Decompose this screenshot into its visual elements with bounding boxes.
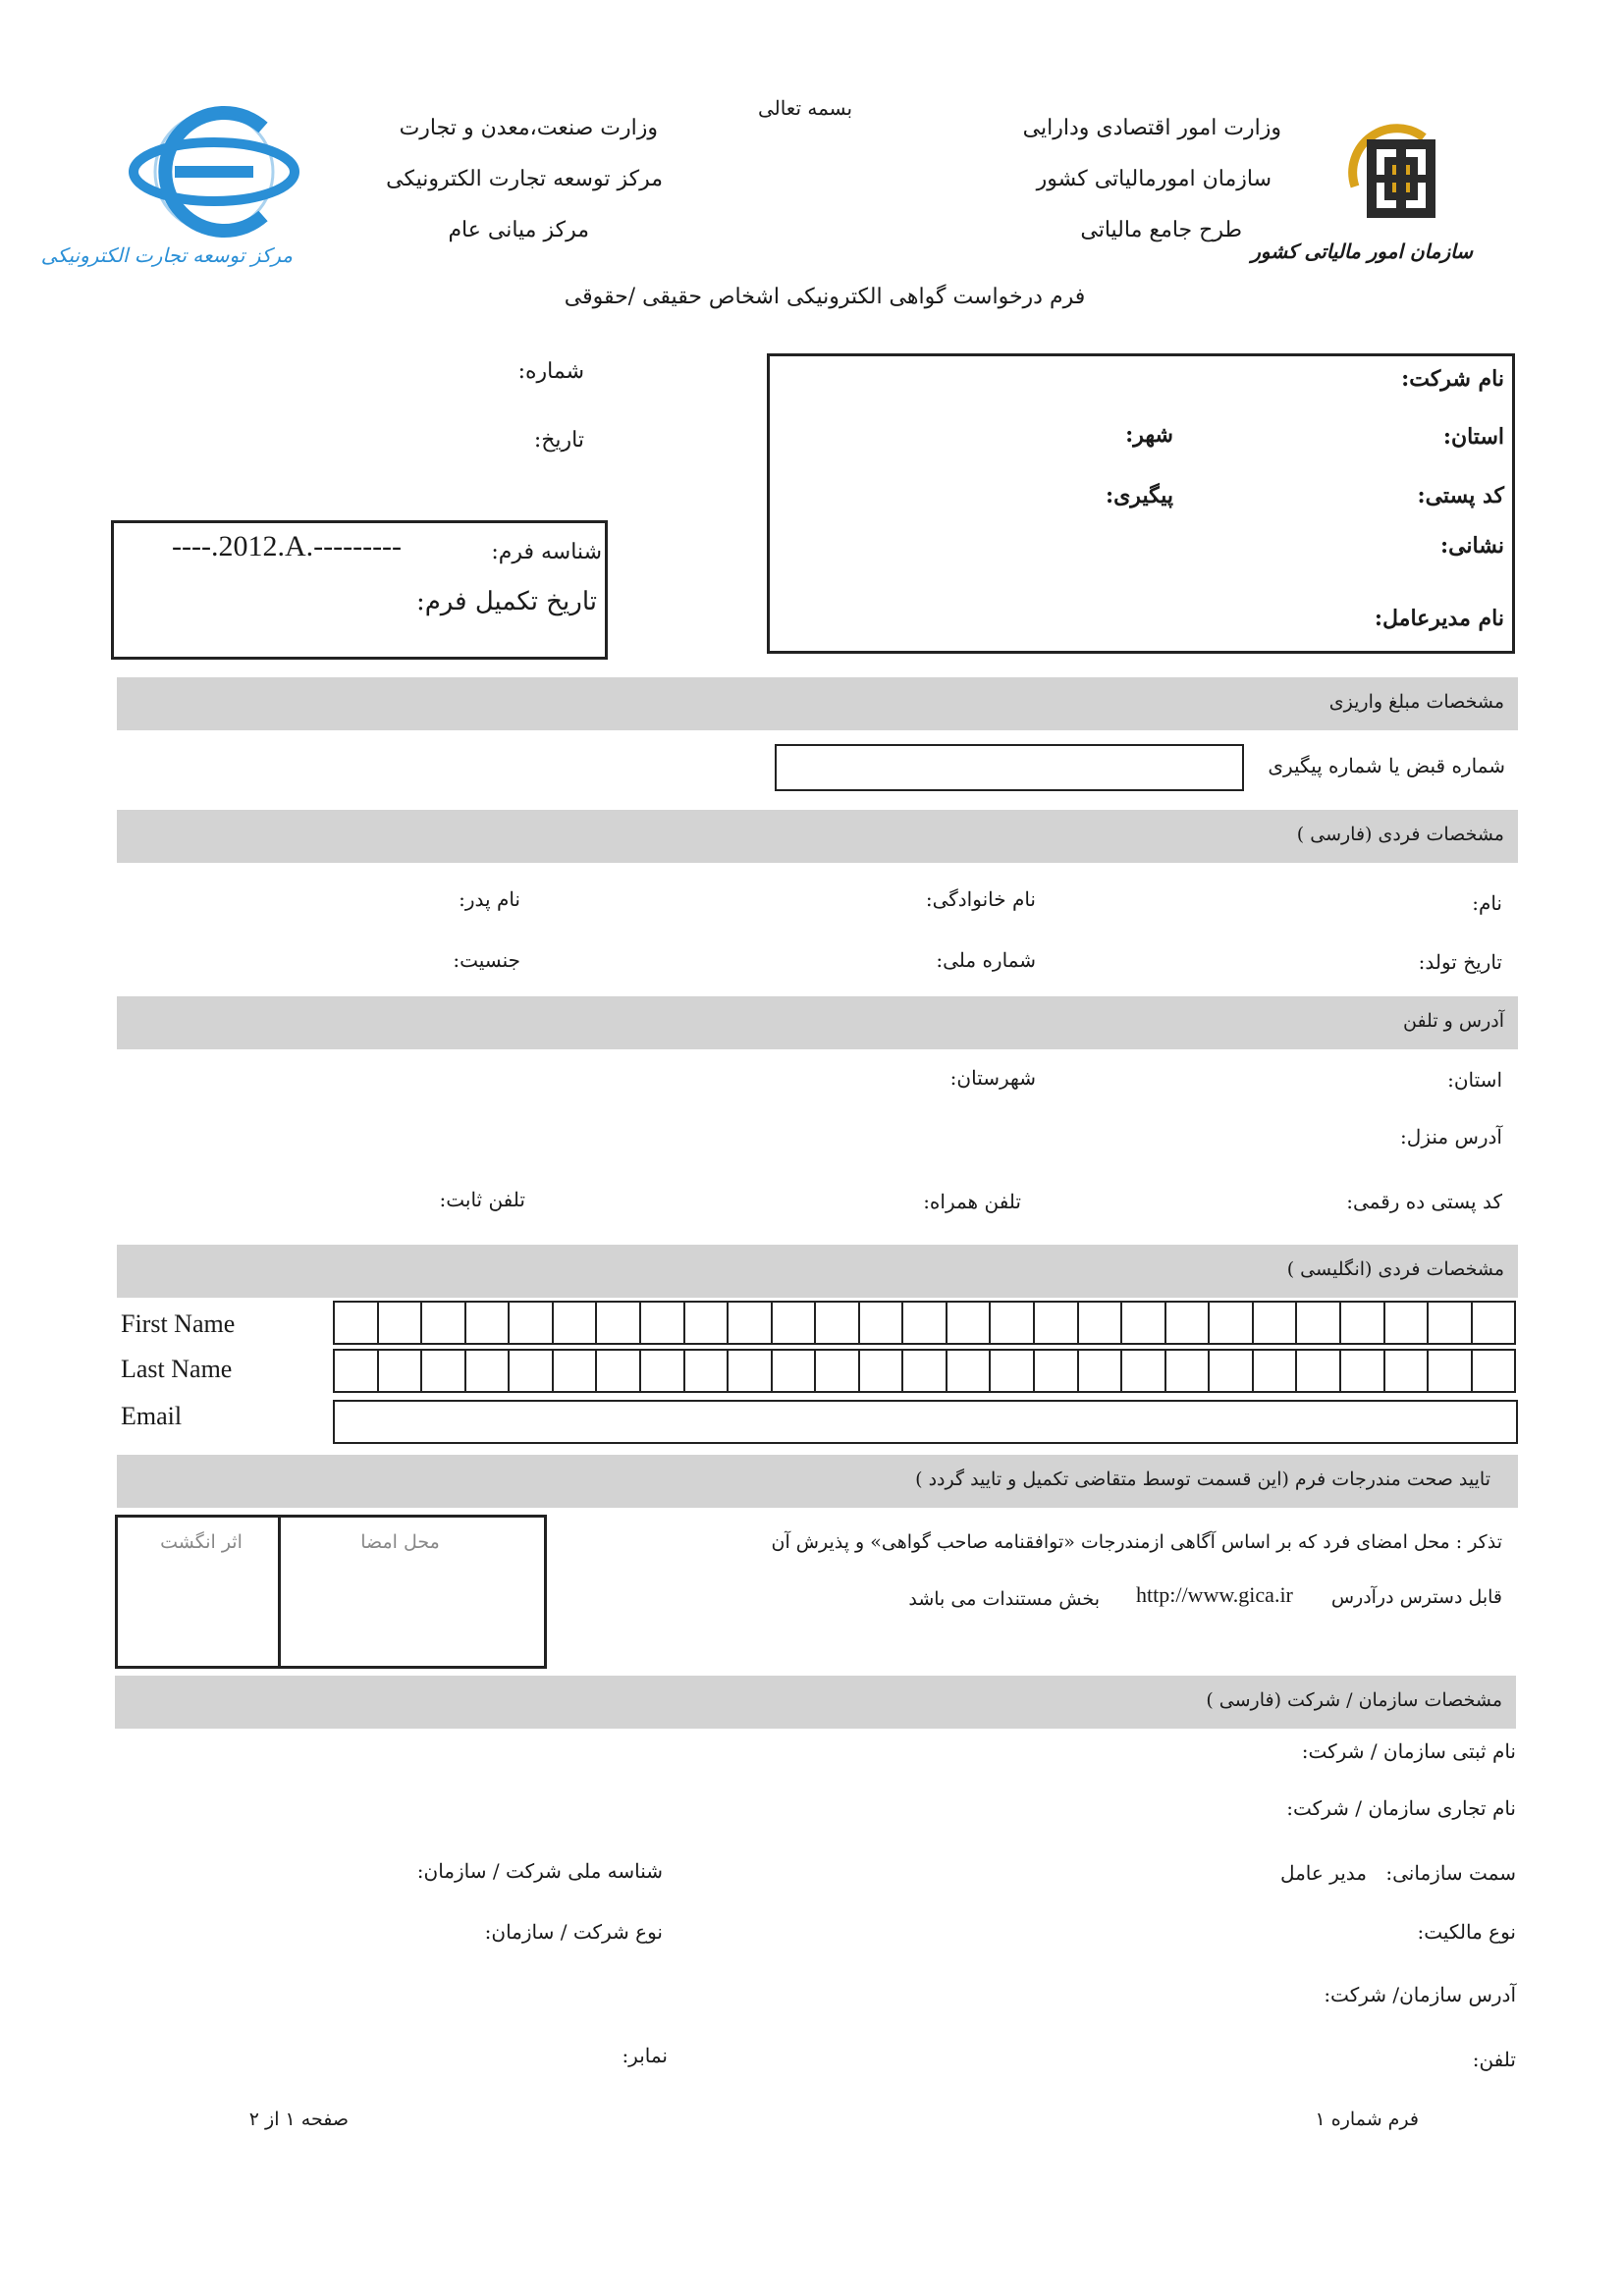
personal-fa-section-header — [117, 810, 1518, 863]
right-org-line-1: وزارت امور اقتصادی ودارایی — [1022, 116, 1281, 140]
company-phone-label: تلفن: — [1472, 2048, 1516, 2071]
first-name-en-label: First Name — [121, 1309, 236, 1338]
last-name-en-input[interactable] — [333, 1349, 1516, 1393]
tax-emblem-icon — [1335, 118, 1453, 236]
company-province-label: استان: — [1442, 424, 1504, 450]
bismillah: بسمه تعالی — [757, 96, 853, 120]
email-label: Email — [121, 1402, 183, 1430]
company-national-id-label: شناسه ملی شرکت / سازمان: — [416, 1859, 663, 1883]
payment-section-title: مشخصات مبلغ واریزی — [1328, 691, 1504, 713]
company-ceo-label: نام مدیرعامل: — [1374, 606, 1504, 631]
receipt-number-label: شماره قبض یا شماره پیگیری — [1268, 754, 1505, 777]
personal-en-section-title: مشخصات فردی (انگلیسی ) — [1286, 1258, 1504, 1280]
left-org-line-3: مرکز میانی عام — [448, 218, 589, 242]
company-fa-section-header — [115, 1676, 1516, 1729]
right-org-line-2: سازمان امورمالیاتی کشور — [1036, 167, 1272, 191]
confirm-note-access: قابل دسترس درآدرس — [1330, 1586, 1502, 1608]
personal-en-section-header — [117, 1245, 1518, 1298]
trade-name-label: نام تجاری سازمان / شرکت: — [1286, 1796, 1516, 1820]
last-name-label: نام خانوادگی: — [925, 887, 1036, 911]
company-name-label: نام شرکت: — [1401, 366, 1504, 392]
page-number: صفحه ۱ از ۲ — [248, 2109, 349, 2130]
postal-code-label: کد پستی ده رقمی: — [1346, 1190, 1502, 1213]
registered-name-label: نام ثبتی سازمان / شرکت: — [1301, 1739, 1516, 1763]
payment-section-header — [117, 677, 1518, 730]
company-type-label: نوع شرکت / سازمان: — [484, 1920, 663, 1944]
right-org-line-3: طرح جامع مالیاتی — [1080, 218, 1242, 242]
address-section-header — [117, 996, 1518, 1049]
ecommerce-logo-caption: مرکز توسعه تجارت الکترونیکی — [40, 243, 293, 267]
company-address-fa-label: آدرس سازمان/ شرکت: — [1324, 1983, 1516, 2006]
national-id-label: شماره ملی: — [936, 948, 1036, 972]
globe-logo-icon — [116, 98, 312, 245]
company-postal-code-label: کد پستی: — [1417, 483, 1504, 508]
receipt-number-input[interactable] — [775, 744, 1244, 791]
fingerprint-area-label[interactable]: اثر انگشت — [160, 1531, 243, 1553]
signature-area-label[interactable]: محل امضا — [360, 1531, 440, 1553]
company-fa-section-title: مشخصات سازمان / شرکت (فارسی ) — [1206, 1689, 1502, 1711]
left-org-line-2: مرکز توسعه تجارت الکترونیکی — [386, 167, 663, 191]
home-address-label: آدرس منزل: — [1400, 1125, 1502, 1148]
form-id-value: ----.2012.A.--------- — [172, 530, 403, 562]
landline-label: تلفن ثابت: — [439, 1188, 525, 1211]
left-org-line-1: وزارت صنعت،معدن و تجارت — [399, 116, 658, 140]
company-tracking-label: پیگیری: — [1105, 483, 1173, 508]
gica-url-link[interactable]: http://www.gica.ir — [1136, 1582, 1293, 1607]
confirm-note-docs: بخش مستندات می باشد — [908, 1588, 1100, 1610]
position-value: مدیر عامل — [1279, 1861, 1367, 1885]
company-address-label: نشانی: — [1439, 533, 1504, 559]
address-province-label: استان: — [1447, 1068, 1502, 1092]
mobile-label: تلفن همراه: — [923, 1190, 1021, 1213]
company-fax-label: نمابر: — [622, 2044, 668, 2067]
first-name-label: نام: — [1472, 891, 1502, 915]
form-fill-date-label: تاریخ تکمیل فرم: — [415, 587, 597, 616]
gender-label: جنسیت: — [453, 948, 520, 972]
position-label: سمت سازمانی: — [1385, 1861, 1516, 1885]
email-input[interactable] — [333, 1400, 1518, 1444]
tax-logo-caption: سازمان امور مالیاتی کشور — [1251, 240, 1473, 263]
address-section-title: آدرس و تلفن — [1402, 1010, 1504, 1032]
birth-date-label: تاریخ تولد: — [1418, 950, 1502, 974]
signature-divider — [278, 1515, 281, 1669]
date-label: تاریخ: — [533, 428, 584, 453]
ecommerce-center-logo — [40, 98, 312, 285]
confirm-section-title: تایید صحت مندرجات فرم (این قسمت توسط متقاضی تکمیل و تایید گردد ) — [915, 1468, 1490, 1490]
form-title: فرم درخواست گواهی الکترونیکی اشخاص حقیقی /حقوقی — [564, 285, 1086, 309]
tax-organization-logo — [1251, 118, 1483, 285]
form-id-label: شناسه فرم: — [491, 540, 602, 564]
father-name-label: نام پدر: — [459, 887, 520, 911]
confirm-note-line-1: تذکر : محل امضای فرد که بر اساس آگاهی ازمندرجات «توافقنامه صاحب گواهی» و پذیرش آن — [771, 1531, 1502, 1553]
company-city-label: شهر: — [1125, 422, 1173, 448]
personal-fa-section-title: مشخصات فردی (فارسی ) — [1296, 824, 1504, 845]
first-name-en-input[interactable] — [333, 1301, 1516, 1345]
number-label: شماره: — [517, 359, 584, 384]
confirm-section-header — [117, 1455, 1518, 1508]
form-number: فرم شماره ۱ — [1315, 2109, 1419, 2130]
ownership-label: نوع مالکیت: — [1417, 1920, 1516, 1944]
county-label: شهرستان: — [949, 1066, 1036, 1090]
last-name-en-label: Last Name — [121, 1355, 233, 1383]
